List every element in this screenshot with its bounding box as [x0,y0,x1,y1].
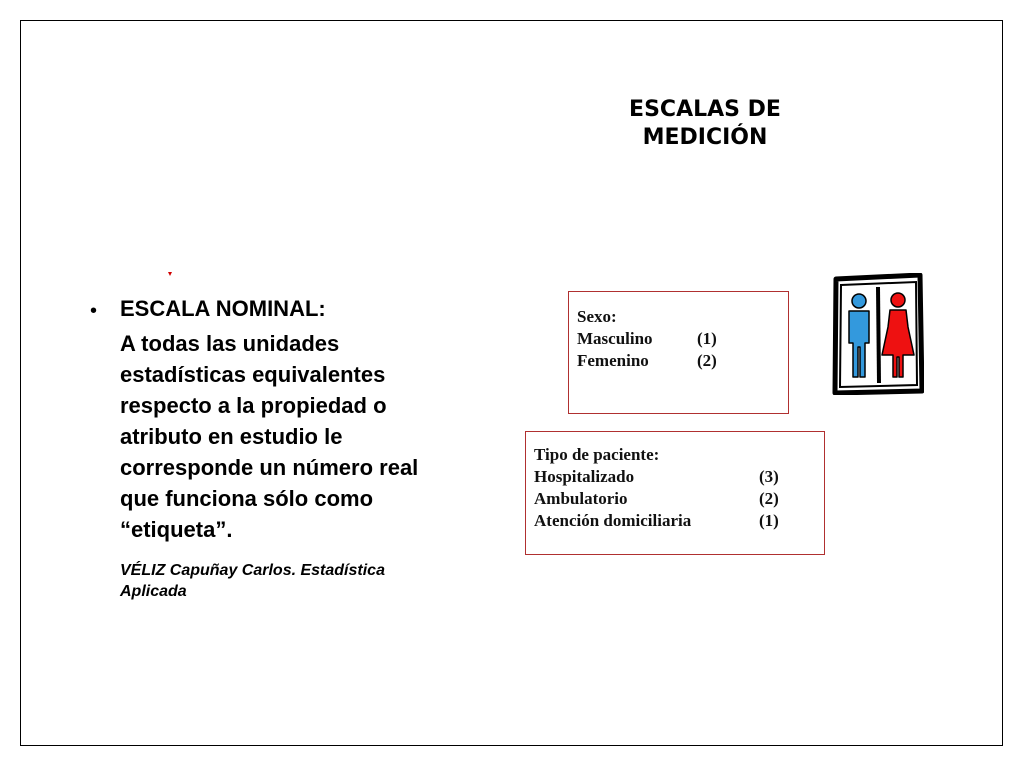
patient-row [534,488,824,510]
sex-label: Femenino [577,351,649,370]
definition-text [120,328,500,545]
definition-line: corresponde un número real [120,455,419,480]
patient-code: (1) [759,511,779,530]
sex-box-title: Sexo: [577,307,617,326]
patient-code: (3) [759,467,779,486]
definition-line: que funciona sólo como [120,486,374,511]
sex-code: (1) [697,329,717,348]
definition-line: estadísticas equivalentes [120,362,386,387]
title-line-2: MEDICIÓN [642,125,768,150]
sex-code: (2) [697,351,717,370]
patient-row [534,466,824,488]
patient-label: Atención domiciliaria [534,511,692,530]
sex-row [577,350,788,372]
scale-heading: ESCALA NOMINAL: [120,296,326,321]
citation-line-1: VÉLIZ Capuñay Carlos. Estadística [120,562,385,579]
citation-line-2: Aplicada [120,583,187,600]
restroom-sign-icon [832,273,924,395]
bullet-dot: • [90,300,98,322]
definition-line: A todas las unidades [120,331,340,356]
sex-label: Masculino [577,329,653,348]
patient-code: (2) [759,489,779,508]
patient-label: Ambulatorio [534,489,628,508]
title-line-1: ESCALAS DE [629,97,781,122]
definition-line: “etiqueta”. [120,517,233,542]
definition-line: atributo en estudio le [120,424,343,449]
sex-row [577,328,788,350]
citation [120,560,385,602]
patient-label: Hospitalizado [534,467,635,486]
patient-type-example-box [525,431,825,555]
patient-row [534,510,824,532]
sex-example-box [568,291,789,414]
slide-title [600,96,810,152]
red-tick-mark [168,272,172,276]
patient-box-title: Tipo de paciente: [534,445,660,464]
definition-line: respecto a la propiedad o [120,393,387,418]
